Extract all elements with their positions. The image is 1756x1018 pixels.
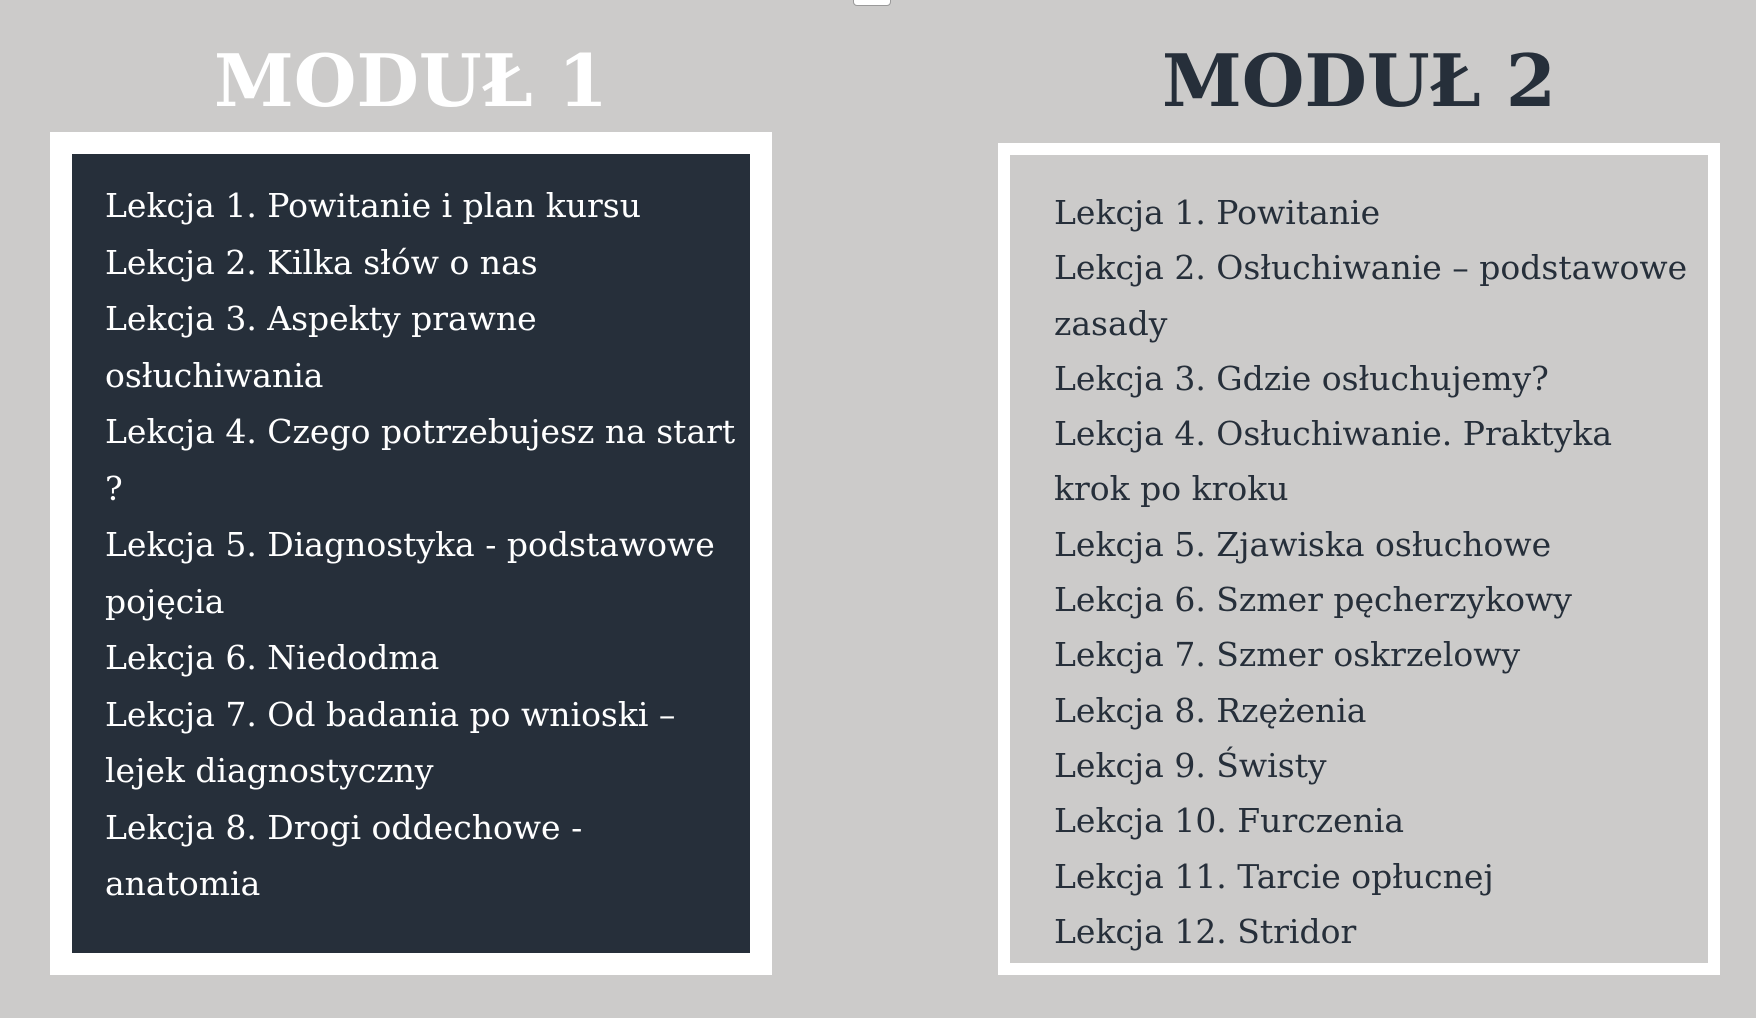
- lesson-item[interactable]: Lekcja 7. Szmer oskrzelowy: [1054, 635, 1521, 675]
- lesson-item[interactable]: Lekcja 2. Osłuchiwanie – podstawowe zasady: [1054, 248, 1688, 343]
- lesson-item[interactable]: Lekcja 6. Niedodma: [105, 638, 440, 677]
- module-1-title: MODUŁ 1: [214, 38, 608, 123]
- lesson-item[interactable]: Lekcja 11. Tarcie opłucnej: [1054, 856, 1494, 896]
- lesson-item[interactable]: Lekcja 5. Diagnostyka - podstawowe pojęcia: [105, 525, 715, 621]
- top-handle[interactable]: [853, 0, 891, 6]
- module-2-lesson-list: [1054, 185, 1698, 959]
- lesson-item[interactable]: Lekcja 1. Powitanie i plan kursu: [105, 186, 641, 225]
- module-2-frame: [998, 143, 1720, 975]
- module-1-lesson-list: [105, 178, 740, 913]
- lesson-item[interactable]: Lekcja 9. Świsty: [1054, 745, 1327, 785]
- lesson-item[interactable]: Lekcja 3. Gdzie osłuchujemy?: [1054, 358, 1549, 398]
- module-1-frame: [50, 132, 772, 975]
- lesson-item[interactable]: Lekcja 4. Osłuchiwanie. Praktyka krok po kroku: [1054, 414, 1612, 509]
- module-2-panel: [1010, 155, 1708, 963]
- lesson-item[interactable]: Lekcja 7. Od badania po wnioski – lejek diagnostyczny: [105, 694, 676, 790]
- lesson-item[interactable]: Lekcja 10. Furczenia: [1054, 801, 1405, 841]
- lesson-item[interactable]: Lekcja 5. Zjawiska osłuchowe: [1054, 524, 1552, 564]
- lesson-item[interactable]: Lekcja 3. Aspekty prawne osłuchiwania: [105, 299, 537, 395]
- lesson-item[interactable]: Lekcja 6. Szmer pęcherzykowy: [1054, 580, 1572, 620]
- lesson-item[interactable]: Lekcja 1. Powitanie: [1054, 193, 1381, 232]
- lesson-item[interactable]: Lekcja 8. Drogi oddechowe - anatomia: [105, 807, 583, 903]
- lesson-item[interactable]: Lekcja 2. Kilka słów o nas: [105, 242, 538, 282]
- lesson-item[interactable]: Lekcja 12. Stridor: [1054, 911, 1357, 951]
- lesson-item[interactable]: Lekcja 8. Rzężenia: [1054, 690, 1367, 730]
- module-1-panel: [72, 154, 750, 953]
- lesson-item[interactable]: Lekcja 4. Czego potrzebujesz na start ?: [105, 412, 736, 508]
- module-2-title: MODUŁ 2: [1162, 38, 1556, 123]
